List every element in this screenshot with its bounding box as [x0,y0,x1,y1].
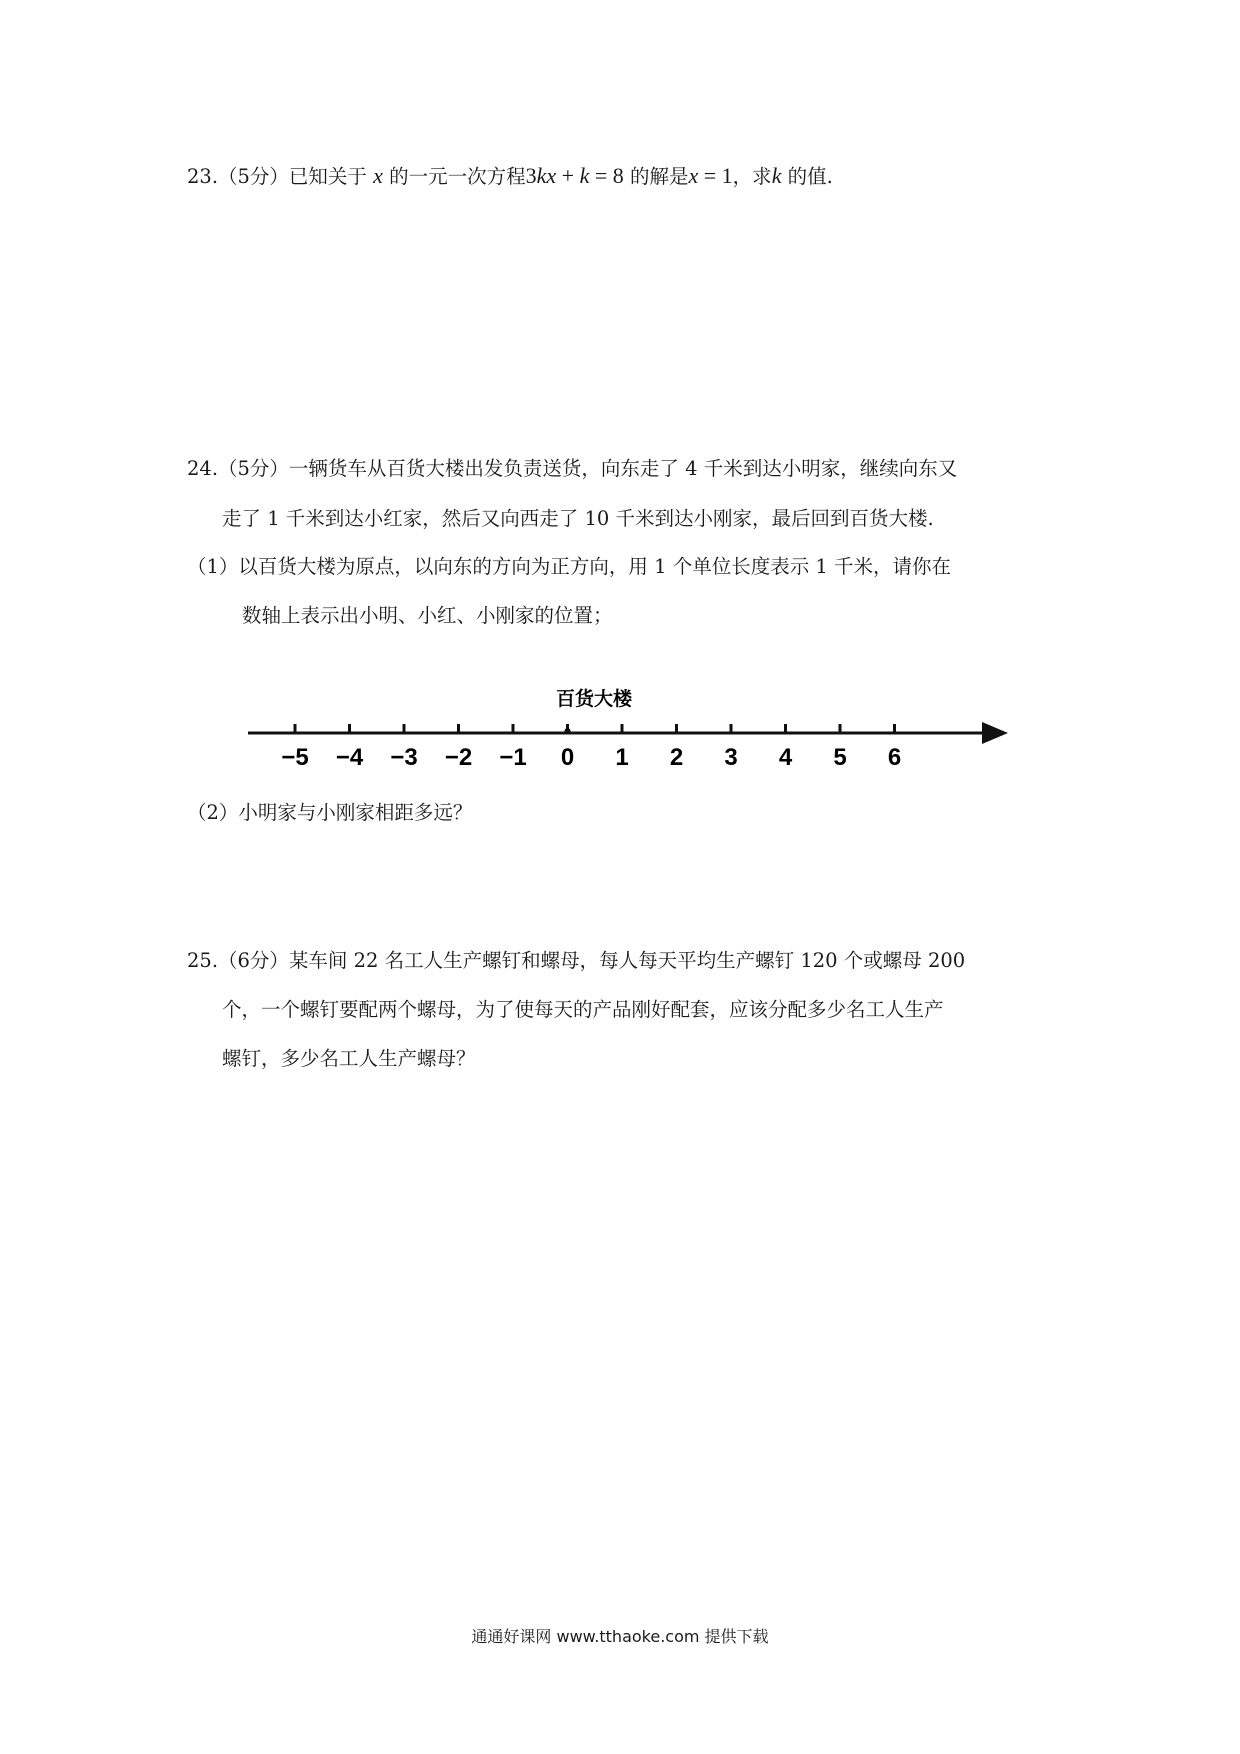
axis-ticks [281,724,901,771]
q25-line-1: 25.（6分）某车间 22 名工人生产螺钉和螺母，每人每天平均生产螺钉 120 个或螺母 200 [187,949,966,972]
number-line-svg [240,680,1020,780]
axis-tick-label: −2 [444,744,473,771]
eq-plus: + [556,163,580,188]
axis-tick-label: 3 [724,744,738,771]
axis-tick-label: 6 [887,744,902,771]
q23-text-5: 的值. [787,165,833,188]
q24-part-2: （2）小明家与小刚家相距多远？ [187,801,473,824]
eq-coef: 3 [525,163,537,188]
q23-text-2: 的一元一次方程 [389,165,526,188]
eq-k2: k [579,163,590,188]
axis-tick-label: 0 [560,744,575,771]
axis-tick-label: −3 [390,744,418,771]
axis-tick-label: 4 [778,744,793,771]
number-line [240,680,1020,780]
q25-line-3: 螺钉，多少名工人生产螺母？ [222,1047,476,1070]
axis-arrow-icon [982,722,1008,744]
q24-line-1: 24.（5分）一辆货车从百货大楼出发负责送货，向东走了 4 千米到达小明家，继续向东又 [187,457,958,480]
axis-tick-label: −4 [335,744,364,771]
axis-tick-label: 2 [669,744,684,771]
axis-tick-label: 5 [833,744,847,771]
eq-x: x [546,163,557,188]
sol-rhs: = 1 [698,163,733,188]
q23-text-4: ，求 [732,165,772,188]
q23-solution [688,163,732,188]
q24-line-2: 走了 1 千米到达小红家，然后又向西走了 10 千米到达小刚家，最后回到百货大楼. [222,507,934,530]
axis-tick-label: −5 [281,744,309,771]
q23-var-k: k [771,163,782,188]
sol-x: x [688,163,699,188]
q23-text-1: 已知关于 [288,165,367,188]
question-23 [187,162,833,191]
q23-text-3: 的解是 [629,165,689,188]
eq-k: k [536,163,547,188]
axis-origin-title: 百货大楼 [555,688,633,710]
q25-line-2: 个，一个螺钉要配两个螺母，为了使每天的产品刚好配套，应该分配多少名工人生产 [222,998,944,1021]
page-footer: 通通好课网 www.tthaoke.com 提供下载 [471,1627,769,1646]
q23-var-x: x [373,163,383,188]
axis-tick-label: 1 [615,744,629,771]
q24-part-1-line-1: （1）以百货大楼为原点，以向东的方向为正方向，用 1 个单位长度表示 1 千米，请你在 [187,555,952,578]
q24-part-1-line-2: 数轴上表示出小明、小红、小刚家的位置； [242,604,613,627]
eq-rhs: = 8 [589,163,624,188]
q23-equation [526,163,624,188]
origin-point [565,728,571,734]
q23-label: 23.（5分） [187,165,289,188]
axis-tick-label: −1 [499,744,527,771]
